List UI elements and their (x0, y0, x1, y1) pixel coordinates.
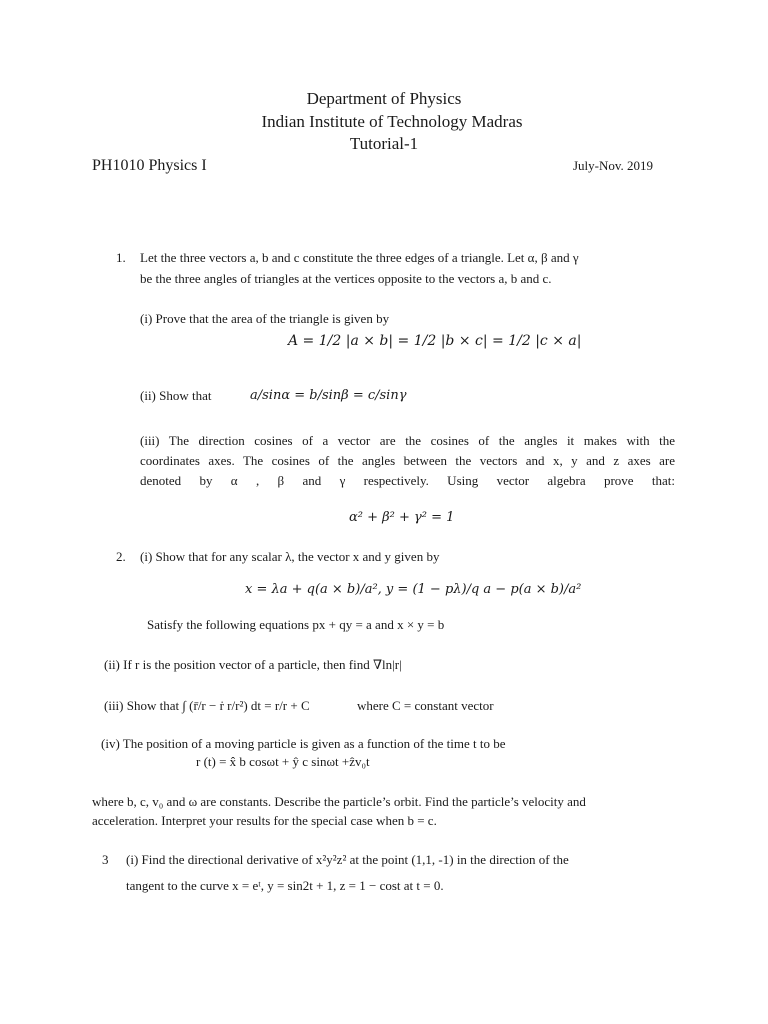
term-dates: July-Nov. 2019 (573, 158, 654, 173)
q2-part-ii-text: (ii) If r is the position vector of a particle, then find ∇ln|r| (104, 657, 402, 672)
q1-number: 1. (116, 250, 126, 265)
q1-part-iii-line1: (iii) The direction cosines of a vector are the cosines of the angles it makes with the (140, 433, 675, 448)
q1-direction-cosine-identity: α² + β² + γ² = 1 (349, 510, 455, 525)
q2-number: 2. (116, 549, 126, 564)
q2-part-iii-where: where C = constant vector (357, 698, 494, 713)
q1-sine-rule: a/sinα = b/sinβ = c/sinγ (250, 388, 407, 403)
q3-part-i-line1: (i) Find the directional derivative of x²y²z² at the point (1,1, -1) in the direction of the (126, 852, 569, 867)
department-title: Department of Physics (306, 89, 462, 108)
q1-part-ii-text: (ii) Show that (140, 388, 212, 403)
q2-part-iii-text: (iii) Show that ∫ (r̄/r − ṙ r/r²) dt = r/r + C (104, 698, 310, 713)
tutorial-title: Tutorial-1 (349, 134, 419, 153)
q2-satisfy-equations: Satisfy the following equations px + qy = a and x × y = b (147, 617, 445, 632)
q3-number: 3 (102, 852, 109, 867)
q1-part-i-text: (i) Prove that the area of the triangle is given by (140, 311, 390, 326)
q1-part-iii-line2: coordinates axes. The cosines of the angles between the vectors and x, y and z axes are (140, 453, 675, 468)
q3-part-i-line2: tangent to the curve x = eᵗ, y = sin2t + 1, z = 1 − cost at t = 0. (126, 878, 444, 893)
q1-part-iii-line3: denoted by α , β and γ respectively. Using vector algebra prove that: (140, 473, 675, 488)
q2-position-equation: r (t) = x̂ b cosωt + ŷ c sinωt +ẑv₀t (196, 754, 370, 769)
q2-orbit-paragraph-line2: acceleration. Interpret your results for the special case when b = c. (92, 813, 437, 828)
course-code: PH1010 Physics I (92, 157, 207, 174)
institute-title: Indian Institute of Technology Madras (261, 112, 523, 131)
q2-part-i-text: (i) Show that for any scalar λ, the vector x and y given by (140, 549, 440, 564)
q1-area-equation: A = 1/2 |a × b| = 1/2 |b × c| = 1/2 |c × a| (288, 333, 582, 349)
q2-orbit-paragraph-line1: where b, c, v₀ and ω are constants. Describe the particle’s orbit. Find the particle’s velocity and (92, 794, 586, 809)
q1-line2: be the three angles of triangles at the vertices opposite to the vectors a, b and c. (140, 271, 552, 286)
q2-part-iv-line1: (iv) The position of a moving particle is given as a function of the time t to be (101, 736, 506, 751)
q1-line1: Let the three vectors a, b and c constitute the three edges of a triangle. Let α, β and γ (140, 250, 579, 265)
q2-vector-equations: x = λa + q(a × b)/a², y = (1 − pλ)/q a − p(a × b)/a² (245, 582, 582, 597)
